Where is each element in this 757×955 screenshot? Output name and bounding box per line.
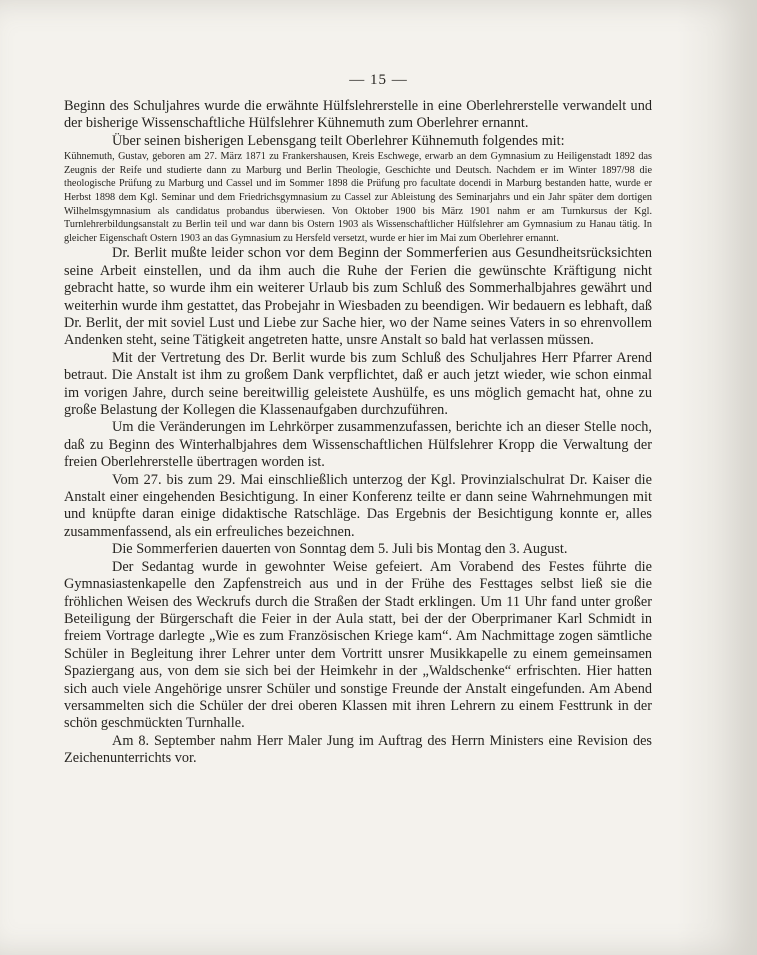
body-text — [64, 98, 652, 768]
paragraph: Am 8. September nahm Herr Maler Jung im Auftrag des Herrn Ministers eine Revision des Zeichenunterrichts vor. — [64, 732, 652, 767]
page-number: — 15 — — [349, 72, 408, 88]
bleed-through-shadow — [677, 0, 757, 955]
paragraph: Mit der Vertretung des Dr. Berlit wurde bis zum Schluß des Schuljahres Herr Pfarrer Arend betraut. Die Anstalt ist ihm zu großem Dank verpflichtet, daß er auch jetzt wieder, wie schon einmal im vorigen Jahre, durch seine bereitwillig geleistete Aushülfe, es uns möglich gemacht hat, ohne zu große Belastung der Kollegen die Klassenaufgaben durchzuführen. — [64, 349, 652, 419]
paragraph: Über seinen bisherigen Lebensgang teilt Oberlehrer Kühnemuth folgendes mit: — [112, 132, 565, 149]
paragraph: Vom 27. bis zum 29. Mai einschließlich unterzog der Kgl. Provinzialschulrat Dr. Kaiser die Anstalt einer eingehenden Besichtigung. In einer Konferenz teilte er dann seine Wahrnehmungen mit und knüpfte daran einige didaktische Ratschläge. Das Ergebnis der Besichtigung konnte er, alles zusammenfassend, als ein erfreuliches bezeichnen. — [64, 471, 652, 540]
paragraph: Die Sommerferien dauerten von Sonntag dem 5. Juli bis Montag den 3. August. — [112, 541, 568, 558]
paragraph: Dr. Berlit mußte leider schon vor dem Beginn der Sommerferien aus Gesundheitsrücksichten seine Arbeit einstellen, und da ihm auch die Ruhe der Ferien die gewünschte Kräftigung nicht gebracht hatte, so wurde ihm ein weiterer Urlaub bis zum Schluß des Sommerhalbjahres gewährt und weiterhin wurde ihm gestattet, das Probejahr in Wiesbaden zu beendigen. Wir bedauern es lebhaft, daß Dr. Berlit, der mit soviel Lust und Liebe zur Sache hier, wo der Name seines Vaters in so ehrenvollem Andenken steht, seine Tätigkeit angetreten hatte, unsre Anstalt so bald hat verlassen müssen. — [64, 245, 652, 349]
paragraph: Beginn des Schuljahres wurde die erwähnte Hülfslehrerstelle in eine Oberlehrerstelle verwandelt und der bisherige Wissenschaftliche Hülfslehrer Kühnemuth zum Oberlehrer ernannt. — [64, 98, 652, 132]
paragraph: Der Sedantag wurde in gewohnter Weise gefeiert. Am Vorabend des Festes führte die Gymnasiastenkapelle den Zapfenstreich aus und in der Frühe des Festtages selbst ließ sie die fröhlichen Weisen des Weckrufs durch die Straßen der Stadt erklingen. Um 11 Uhr fand unter großer Beteiligung der Bürgerschaft die Feier in der Aula statt, bei der der Oberprimaner Karl Schmidt in freiem Vortrage darlegte „Wie es zum Französischen Kriege kam“. Am Nachmittage zogen sämtliche Schüler in Begleitung ihrer Lehrer unter dem Vortritt unsrer Musikkapelle zu einem gemeinsamen Spaziergang aus, von dem sie sich bei der Heimkehr in der „Waldschenke“ erfrischten. Hier hatten sich auch viele Angehörige unsrer Schüler und sonstige Freunde der Anstalt eingefunden. Am Abend versammelten sich die Schüler der drei oberen Klassen mit ihren Lehrern zu einem Festtrunk in der schön geschmückten Turnhalle. — [64, 558, 652, 732]
paragraph: Um die Veränderungen im Lehrkörper zusammenzufassen, berichte ich an dieser Stelle noch, daß zu Beginn des Winterhalbjahres dem Wissenschaftlichen Hülfslehrer Kropp die Verwaltung der freien Oberlehrerstelle übertragen worden ist. — [64, 419, 652, 471]
biography-note: Kühnemuth, Gustav, geboren am 27. März 1871 zu Frankershausen, Kreis Eschwege, erwarb an dem Gymnasium zu Heiligenstadt 1892 das Zeugnis der Reife und studierte dann zu Marburg und Berlin Theologie, Geschichte und Deutsch. Nachdem er im Winter 1897/98 die theologische Prüfung zu Marburg und Cassel und im Sommer 1898 die Prüfung pro facultate docendi in Marburg bestanden hatte, wurde er Herbst 1898 dem Kgl. Seminar und dem Friedrichsgymnasium zu Cassel zur Ableistung des Seminarjahrs und ein Jahr später dem dortigen Wilhelmsgymnasium als candidatus probandus überwiesen. Von Oktober 1900 bis März 1901 nahm er am Turnkursus der Kgl. Turnlehrerbildungsanstalt zu Berlin teil und war dann bis Ostern 1903 als Wissenschaftlicher Hülfslehrer am Gymnasium zu Hanau tätig. In gleicher Eigenschaft Ostern 1903 an das Gymnasium zu Hersfeld versetzt, wurde er hier im Mai zum Oberlehrer ernannt. — [64, 151, 652, 244]
